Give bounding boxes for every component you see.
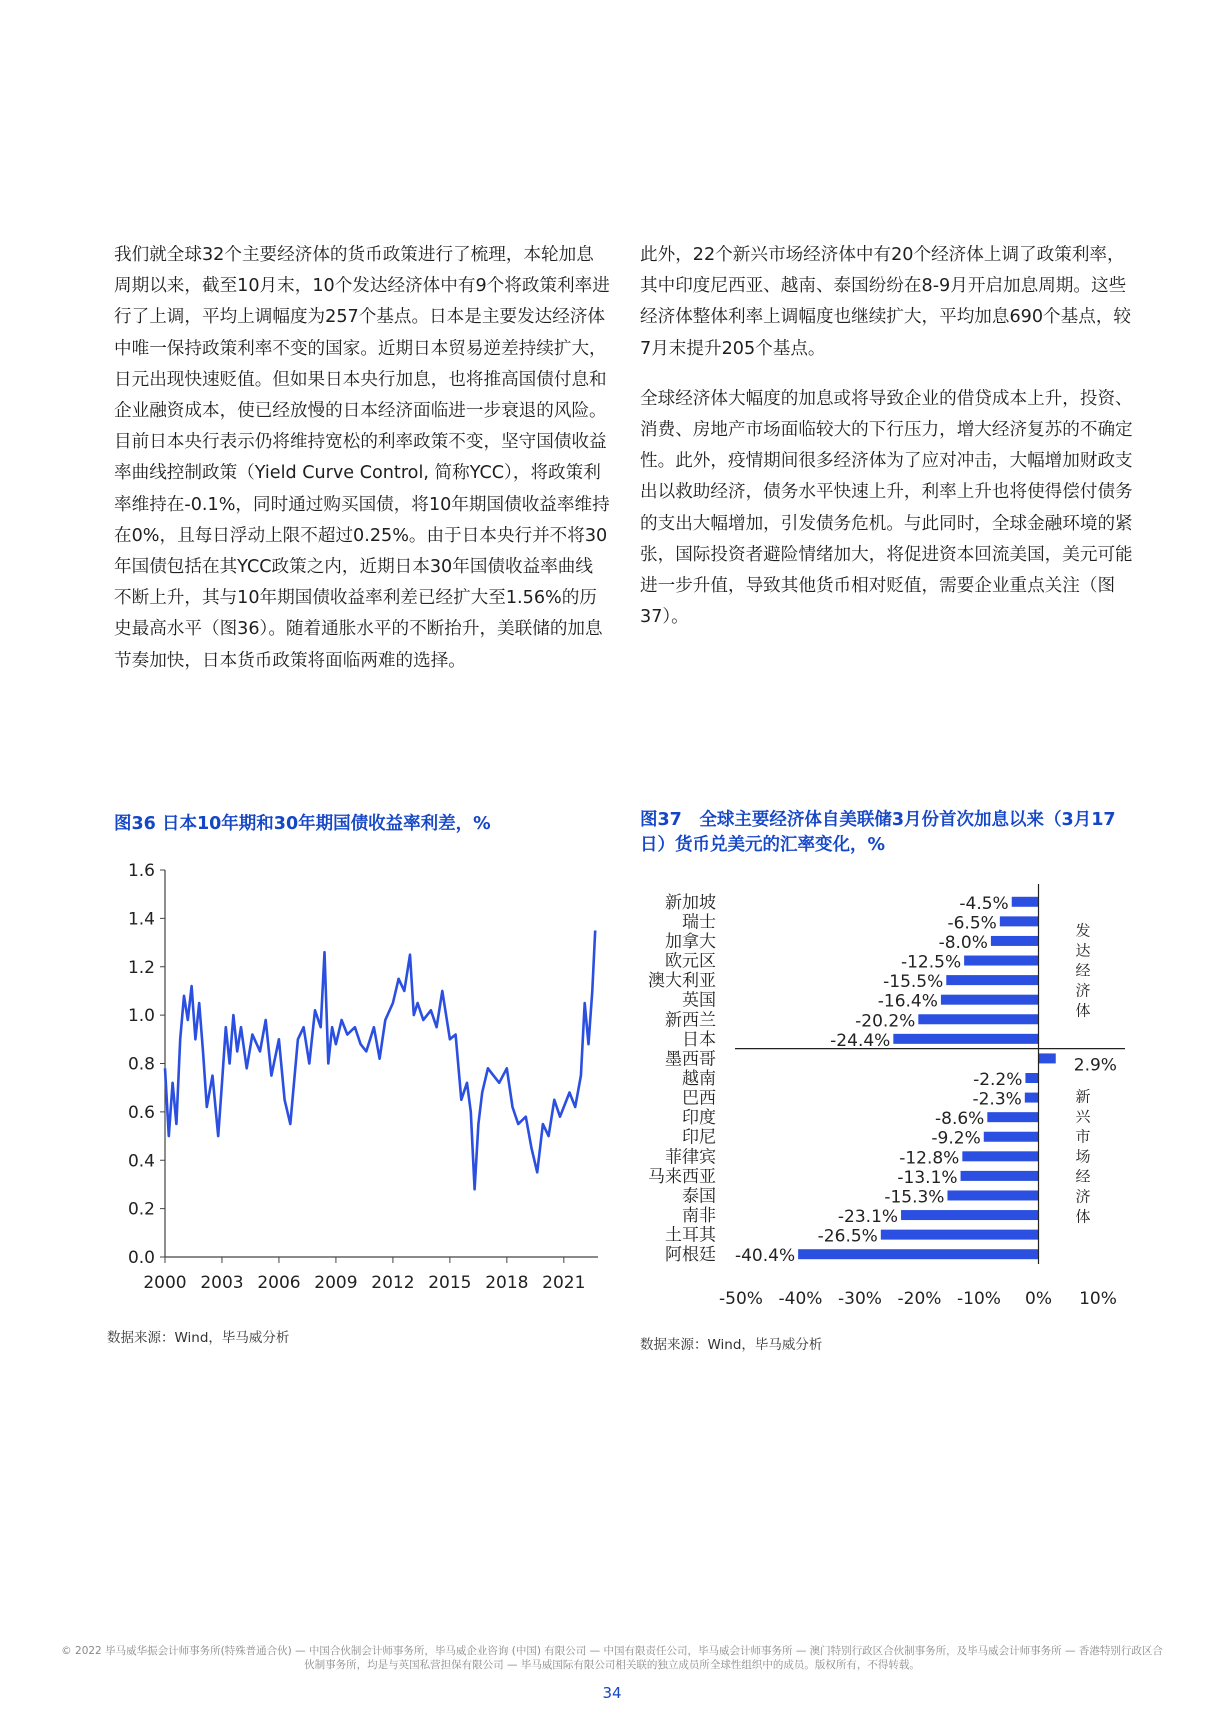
category-label: 日本 [682, 1029, 716, 1050]
data-label: -15.5% [883, 972, 944, 993]
category-label: 加拿大 [665, 931, 716, 952]
data-label: -8.6% [935, 1109, 985, 1130]
bar [798, 1249, 1038, 1259]
y-tick-label: 1.4 [127, 909, 155, 930]
x-tick-label: 2021 [542, 1273, 586, 1293]
paragraph: 此外，22个新兴市场经济体中有20个经济体上调了政策利率，其中印度尼西亚、越南、泰国纷纷在8-9月开启加息周期。这些经济体整体利率上调幅度也继续扩大，平均加息690个基点，较7月末提升205个基点。 [640, 245, 1132, 359]
y-tick-label: 1.2 [127, 957, 155, 978]
bar [881, 1230, 1039, 1240]
bar [962, 1151, 1038, 1161]
data-label: -24.4% [830, 1030, 891, 1051]
bar [893, 1034, 1038, 1044]
category-label: 新加坡 [665, 892, 716, 913]
bar [1039, 1053, 1056, 1063]
paragraph: 我们就全球32个主要经济体的货币政策进行了梳理，本轮加息周期以来，截至10月末，10个发达经济体中有9个将政策利率进行了上调，平均上调幅度为257个基点。日本是主要发达经济体中唯一保持政策利率不变的国家。近期日本贸易逆差持续扩大，日元出现快速贬值。但如果日本央行加息，也将推高国债付息和企业融资成本，使已经放慢的日本经济面临进一步衰退的风险。目前日本央行表示仍将维持宽松的利率政策不变，坚守国债收益率曲线控制政策（Yield Curve Control, 简称YCC），将政策利率维持在-0.1%，同时通过购买国债，将10年期国债收益率维持在0%，且每日浮动上限不超过0.25%。由于日本央行并不将30年国债包括在其YCC政策之内，近期日本30年国债收益率曲线不断上升，其与10年期国债收益率利差已经扩大至1.56%的历史最高水平（图36）。随着通胀水平的不断抬升，美联储的加息节奏加快，日本货币政策将面临两难的选择。 [114, 245, 610, 671]
category-label: 印度 [682, 1108, 716, 1129]
bar [1000, 916, 1039, 926]
data-label: -2.2% [973, 1070, 1023, 1090]
data-label: -40.4% [734, 1246, 796, 1267]
data-label: -6.5% [947, 913, 997, 934]
data-label: -26.5% [817, 1226, 878, 1247]
category-label: 新西兰 [665, 1010, 716, 1031]
y-tick-label: 1.0 [127, 1006, 155, 1027]
category-label: 马来西亚 [648, 1166, 716, 1187]
category-label: 泰国 [682, 1186, 716, 1207]
copyright-footer: © 2022 毕马威华振会计师事务所(特殊普通合伙) — 中国合伙制会计师事务所，毕马威企业咨询 (中国) 有限公司 — 中国有限责任公司，毕马威会计师事务所 — 澳门特别行政区合伙制事务所，及毕马威会计师事务所 — 香港特别行政区合伙制事务所，均是与英国私营担保有限公司 — 毕马威国际有限公司相关联的独立成员所全球性组织中的成员。版权所有，不得转载。 [61, 1645, 1163, 1671]
category-label: 英国 [682, 990, 716, 1011]
bar [946, 975, 1038, 985]
bar [941, 995, 1039, 1005]
x-tick-label: -30% [838, 1289, 882, 1309]
y-tick-label: 0.2 [127, 1199, 155, 1220]
category-label: 瑞士 [682, 912, 716, 933]
x-tick-label: 2003 [200, 1273, 244, 1293]
category-label: 菲律宾 [665, 1147, 716, 1168]
category-label: 阿根廷 [665, 1245, 716, 1266]
bar [987, 1112, 1038, 1122]
figure-37-source: 数据来源：Wind，毕马威分析 [640, 1337, 823, 1353]
bar [984, 1132, 1039, 1142]
data-label: -15.3% [884, 1187, 945, 1208]
x-tick-label: 2018 [485, 1273, 529, 1293]
group-label: 新兴市场经济体 [1075, 1087, 1091, 1226]
page-number: 34 [602, 1684, 622, 1702]
bar [964, 956, 1038, 966]
x-tick-label: 2006 [257, 1273, 301, 1293]
y-tick-label: 0.8 [127, 1054, 155, 1075]
data-label: -8.0% [938, 932, 988, 953]
bar [1025, 1073, 1038, 1083]
bar [961, 1171, 1039, 1181]
group-label: 发达经济体 [1075, 921, 1091, 1020]
data-label: -9.2% [931, 1128, 981, 1149]
category-label: 印尼 [682, 1127, 716, 1148]
x-tick-label: -50% [719, 1289, 763, 1309]
data-label: -4.5% [959, 893, 1009, 914]
figure-36-source: 数据来源：Wind，毕马威分析 [107, 1330, 290, 1346]
x-tick-label: -40% [778, 1289, 823, 1309]
x-tick-label: 2012 [371, 1273, 415, 1293]
bar [1012, 897, 1039, 907]
bar [947, 1190, 1038, 1200]
category-label: 越南 [682, 1069, 716, 1089]
category-label: 墨西哥 [665, 1049, 716, 1070]
figure-36-title: 图36 日本10年期和30年期国债收益率利差，% [114, 814, 491, 834]
x-tick-label: 10% [1079, 1289, 1117, 1309]
bar [991, 936, 1039, 946]
x-tick-label: -10% [957, 1289, 1001, 1309]
x-tick-label: 2000 [143, 1273, 187, 1293]
x-tick-label: -20% [897, 1289, 942, 1309]
y-tick-label: 1.6 [127, 861, 155, 881]
paragraph: 全球经济体大幅度的加息或将导致企业的借贷成本上升，投资、消费、房地产市场面临较大的下行压力，增大经济复苏的不确定性。此外，疫情期间很多经济体为了应对冲击，大幅增加财政支出以救助经济，债务水平快速上升，利率上升也将使得偿付债务的支出大幅增加，引发债务危机。与此同时，全球金融环境的紧张，国际投资者避险情绪加大，将促进资本回流美国，美元可能进一步升值，导致其他货币相对贬值，需要企业重点关注（图37）。 [640, 388, 1133, 628]
data-label: -16.4% [877, 991, 938, 1012]
data-label: -2.3% [972, 1089, 1022, 1110]
data-label: -12.8% [899, 1148, 960, 1169]
bar [901, 1210, 1038, 1220]
x-tick-label: 2015 [428, 1273, 472, 1293]
data-label: -12.5% [900, 952, 962, 973]
data-label: -23.1% [837, 1207, 899, 1228]
category-label: 土耳其 [665, 1225, 716, 1246]
category-label: 欧元区 [665, 951, 716, 972]
data-label: -20.2% [855, 1011, 916, 1032]
y-tick-label: 0.4 [127, 1151, 155, 1172]
figure-37-title: 图37 全球主要经济体自美联储3月份首次加息以来（3月17日）货币兑美元的汇率变化，% [640, 810, 1116, 855]
x-tick-label: 2009 [314, 1273, 358, 1293]
bar [918, 1014, 1038, 1024]
series-line [165, 931, 595, 1190]
data-label: -13.1% [897, 1167, 958, 1188]
bar [1025, 1093, 1039, 1103]
category-label: 澳大利亚 [648, 971, 716, 992]
y-tick-label: 0.0 [127, 1248, 155, 1268]
category-label: 巴西 [682, 1088, 716, 1109]
data-label: 2.9% [1073, 1055, 1117, 1076]
category-label: 南非 [682, 1206, 716, 1227]
y-tick-label: 0.6 [127, 1102, 155, 1123]
x-tick-label: 0% [1025, 1289, 1052, 1309]
